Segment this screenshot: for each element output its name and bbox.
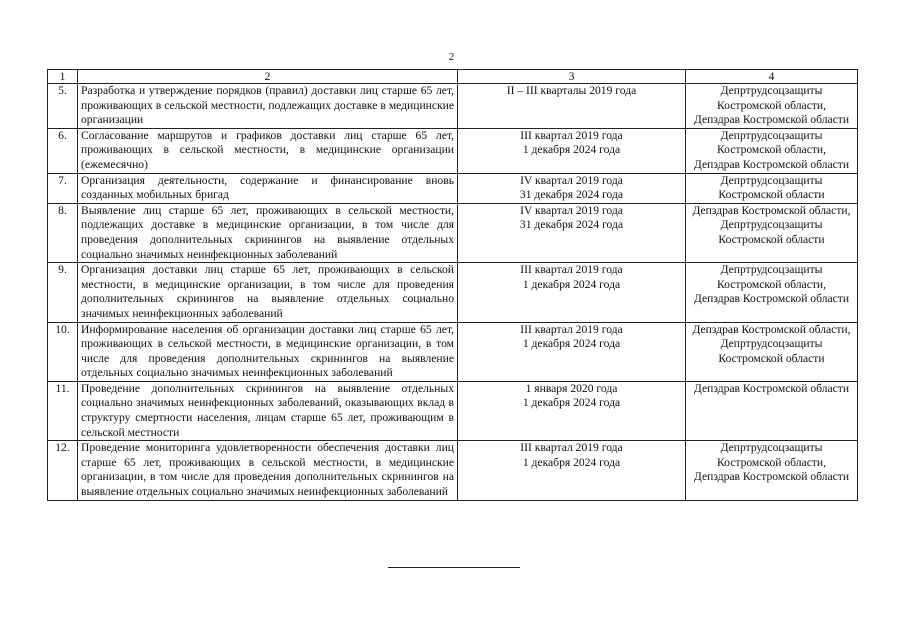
row-term: 1 января 2020 года 1 декабря 2024 года [458, 381, 686, 440]
row-number: 12. [48, 441, 78, 500]
table-body [48, 84, 858, 501]
row-number: 10. [48, 322, 78, 381]
page-number: 2 [448, 51, 455, 63]
row-number: 7. [48, 173, 78, 203]
header-row [48, 70, 858, 84]
footer-divider [388, 567, 520, 568]
row-responsible: Депздрав Костромской области, Депртрудсоцзащиты Костромской области [686, 203, 858, 262]
row-number: 11. [48, 381, 78, 440]
table-row [48, 381, 858, 440]
row-action: Организация деятельности, содержание и финансирование вновь созданных мобильных бригад [78, 173, 458, 203]
row-number: 8. [48, 203, 78, 262]
row-action: Выявление лиц старше 65 лет, проживающих в сельской местности, подлежащих доставке в медицинские организации, в том числе для проведения дополнительных скринингов на выявление отдельных социально значимых неинфекционных заболеваний [78, 203, 458, 262]
column-header-number: 1 [48, 70, 78, 84]
row-responsible: Депртрудсоцзащиты Костромской области [686, 173, 858, 203]
row-number: 5. [48, 84, 78, 129]
row-action: Информирование населения об организации доставки лиц старше 65 лет, проживающих в сельской местности, в медицинские организации, в том числе для проведения дополнительных скринингов на выявление отдельных социально значимых неинфекционных заболеваний [78, 322, 458, 381]
row-term: II – III кварталы 2019 года [458, 84, 686, 129]
row-action: Проведение дополнительных скринингов на выявление отдельных социально значимых неинфекционных заболеваний, оказывающих вклад в структуру смертности населения, лицам старше 65 лет, проживающим в сельской местности [78, 381, 458, 440]
table-row [48, 173, 858, 203]
row-responsible: Депздрав Костромской области [686, 381, 858, 440]
measures-table [47, 69, 858, 501]
row-responsible: Депртрудсоцзащиты Костромской области, Депздрав Костромской области [686, 84, 858, 129]
row-term: IV квартал 2019 года 31 декабря 2024 года [458, 173, 686, 203]
row-term: III квартал 2019 года 1 декабря 2024 года [458, 322, 686, 381]
row-action: Согласование маршрутов и графиков доставки лиц старше 65 лет, проживающих в сельской местности, в медицинские организации (ежемесячно) [78, 128, 458, 173]
row-number: 6. [48, 128, 78, 173]
row-number: 9. [48, 263, 78, 322]
table-row [48, 441, 858, 500]
table-row [48, 203, 858, 262]
row-term: III квартал 2019 года 1 декабря 2024 года [458, 263, 686, 322]
row-term: III квартал 2019 года 1 декабря 2024 года [458, 128, 686, 173]
row-responsible: Депртрудсоцзащиты Костромской области, Депздрав Костромской области [686, 441, 858, 500]
row-responsible: Депртрудсоцзащиты Костромской области, Депздрав Костромской области [686, 128, 858, 173]
row-action: Организация доставки лиц старше 65 лет, проживающих в сельской местности, в медицинские организации, в том числе для проведения дополнительных скринингов на выявление отдельных социально значимых неинфекционных заболеваний [78, 263, 458, 322]
table-row [48, 84, 858, 129]
table-row [48, 322, 858, 381]
row-term: III квартал 2019 года 1 декабря 2024 года [458, 441, 686, 500]
column-header-term: 3 [458, 70, 686, 84]
row-action: Разработка и утверждение порядков (правил) доставки лиц старше 65 лет, проживающих в сельской местности, подлежащих доставке в медицинские организации [78, 84, 458, 129]
column-header-action: 2 [78, 70, 458, 84]
row-action: Проведение мониторинга удовлетворенности обеспечения доставки лиц старше 65 лет, проживающих в сельской местности, в медицинские организации, в том числе для проведения дополнительных скринингов на выявление отдельных социально значимых неинфекционных заболеваний [78, 441, 458, 500]
column-header-responsible: 4 [686, 70, 858, 84]
row-responsible: Депртрудсоцзащиты Костромской области, Депздрав Костромской области [686, 263, 858, 322]
table-row [48, 263, 858, 322]
table-header [48, 70, 858, 84]
row-term: IV квартал 2019 года 31 декабря 2024 года [458, 203, 686, 262]
row-responsible: Депздрав Костромской области, Депртрудсоцзащиты Костромской области [686, 322, 858, 381]
table-row [48, 128, 858, 173]
